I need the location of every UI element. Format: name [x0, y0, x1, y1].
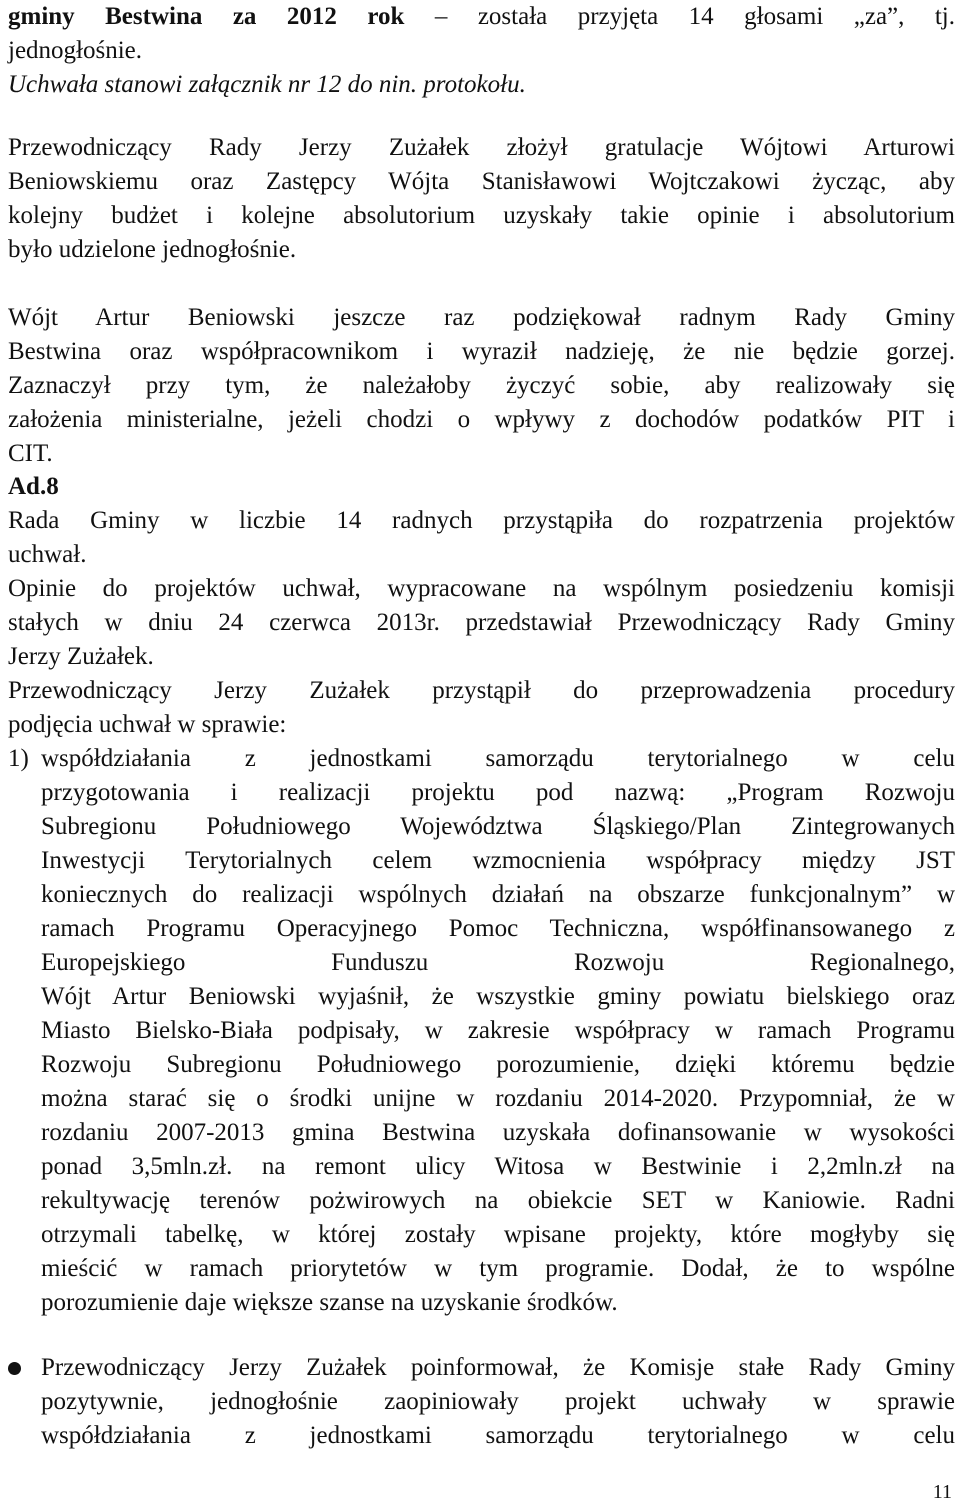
resolution-result-paragraph — [8, 0, 955, 102]
list-number: 1) — [8, 745, 29, 772]
text-line: Subregionu Południowego Województwa Śląskiego/Plan Zintegrowanych — [41, 813, 955, 840]
bullet-list-item — [41, 1351, 955, 1453]
page-number: 11 — [932, 1481, 952, 1503]
text-line: porozumienie daje większe szanse na uzyskanie środków. — [41, 1289, 618, 1316]
list-item — [41, 742, 955, 1320]
heading-text: Ad.8 — [8, 473, 59, 500]
text-line: można starać się o środki unijne w rozdaniu 2014-2020. Przypomniał, że w — [41, 1085, 955, 1112]
text-line: ramach Programu Operacyjnego Pomoc Techniczna, współfinansowanego z — [41, 915, 955, 942]
congratulations-paragraph — [8, 131, 955, 267]
text-line: było udzielone jednogłośnie. — [8, 236, 297, 263]
text-line: Wójt Artur Beniowski wyjaśnił, że wszystkie gminy powiatu bielskiego oraz — [41, 983, 955, 1010]
text-line: Inwestycji Terytorialnych celem wzmocnienia współpracy między JST — [41, 847, 955, 874]
text-line: współdziałania z jednostkami samorządu terytorialnego w celu — [41, 745, 955, 772]
text-line: koniecznych do realizacji wspólnych działań na obszarze funkcjonalnym” w — [41, 881, 955, 908]
text-line: Przewodniczący Rady Jerzy Zużałek złożył gratulacje Wójtowi Arturowi — [8, 134, 955, 161]
text-line: stałych w dniu 24 czerwca 2013r. przedstawiał Przewodniczący Rady Gminy — [8, 609, 955, 636]
text-line: Jerzy Zużałek. — [8, 643, 154, 670]
thanks-paragraph — [8, 301, 955, 471]
text-line: podjęcia uchwał w sprawie: — [8, 711, 287, 738]
text-line: Rozwoju Subregionu Południowego porozumienie, dzięki któremu będzie — [41, 1051, 955, 1078]
text-line: Miasto Bielsko-Biała podpisały, w zakresie współpracy w ramach Programu — [41, 1017, 955, 1044]
text-run: – została przyjęta 14 głosami „za”, tj. — [404, 3, 955, 30]
bullet-icon — [8, 1362, 21, 1375]
text-line: rekultywację terenów pożwirowych na obiekcie SET w Kaniowie. Radni — [41, 1187, 955, 1214]
bold-text: gminy Bestwina za 2012 rok — [8, 3, 405, 30]
text-line: Wójt Artur Beniowski jeszcze raz podziękował radnym Rady Gminy — [8, 304, 955, 331]
text-line: Przewodniczący Jerzy Zużałek poinformował, że Komisje stałe Rady Gminy — [41, 1354, 955, 1381]
text-line: ponad 3,5mln.zł. na remont ulicy Witosa w Bestwinie i 2,2mln.zł na — [41, 1153, 955, 1180]
text-line: mieścić w ramach priorytetów w tym programie. Dodał, że to wspólne — [41, 1255, 955, 1282]
text-line: kolejny budżet i kolejne absolutorium uzyskały takie opinie i absolutorium — [8, 202, 955, 229]
text-line: współdziałania z jednostkami samorządu terytorialnego w celu — [41, 1422, 955, 1449]
text-line: Przewodniczący Jerzy Zużałek przystąpił do przeprowadzenia procedury — [8, 677, 955, 704]
text-line: Beniowskiemu oraz Zastępcy Wójta Stanisławowi Wojtczakowi życząc, aby — [8, 168, 955, 195]
text-line: Opinie do projektów uchwał, wypracowane na wspólnym posiedzeniu komisji — [8, 575, 955, 602]
text-line: Zaznaczył przy tym, że należałoby życzyć sobie, aby realizowały się — [8, 372, 955, 399]
text-line: Bestwina oraz współpracownikom i wyraził nadzieję, że nie będzie gorzej. — [8, 338, 955, 365]
text-line: Rada Gminy w liczbie 14 radnych przystąpiła do rozpatrzenia projektów — [8, 507, 955, 534]
text-line: CIT. — [8, 440, 53, 467]
ad8-paragraph — [8, 504, 955, 742]
text-line — [8, 0, 955, 34]
text-line: rozdaniu 2007-2013 gmina Bestwina uzyskała dofinansowanie w wysokości — [41, 1119, 955, 1146]
italic-note: Uchwała stanowi załącznik nr 12 do nin. protokołu. — [8, 71, 526, 98]
text-line: uchwał. — [8, 541, 87, 568]
text-line: jednogłośnie. — [8, 37, 143, 64]
section-heading — [8, 470, 955, 504]
text-line: otrzymali tabelkę, w której zostały wpisane projekty, które mogłyby się — [41, 1221, 955, 1248]
text-line: Europejskiego Funduszu Rozwoju Regionalnego, — [41, 949, 955, 976]
text-line: założenia ministerialne, jeżeli chodzi o wpływy z dochodów podatków PIT i — [8, 406, 955, 433]
text-line: przygotowania i realizacji projektu pod nazwą: „Program Rozwoju — [41, 779, 955, 806]
text-line: pozytywnie, jednogłośnie zaopiniowały projekt uchwały w sprawie — [41, 1388, 955, 1415]
